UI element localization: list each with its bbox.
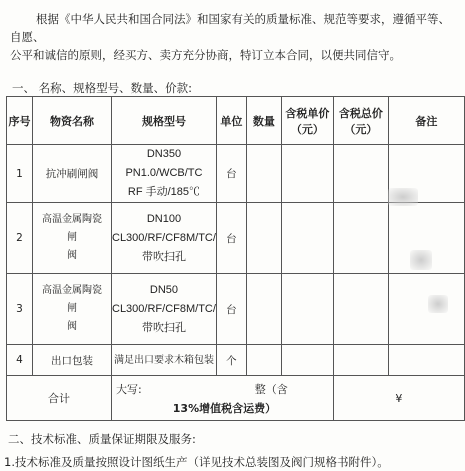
spec-line: DN100 (146, 212, 182, 225)
row-unit-price (281, 274, 333, 345)
row-unit: 台 (216, 145, 246, 203)
blur-mark (428, 295, 448, 313)
row-seq: 1 (7, 145, 33, 203)
row-qty (246, 203, 281, 274)
name-line: 阀 (67, 321, 77, 332)
table-row (7, 274, 465, 345)
header-seq: 序号 (7, 97, 33, 145)
total-label: 合计 (7, 376, 112, 421)
blur-mark (410, 250, 432, 270)
row-spec (112, 274, 217, 345)
header-spec: 规格型号 (112, 97, 217, 145)
spec-line: DN350 PN1.0/WCB/TC (125, 148, 203, 179)
daxie-suffix: 整（含 (254, 382, 288, 396)
section-1-title: 一、 名称、规格型号、数量、价款: (12, 81, 193, 95)
header-qty: 数量 (246, 97, 281, 145)
header-unit-price: 含税单价（元） (281, 97, 333, 145)
row-spec (112, 145, 217, 203)
name-line: 高温金属陶瓷闸 (42, 285, 102, 314)
row-total-price (333, 203, 388, 274)
total-row (7, 376, 465, 421)
name-line: 高温金属陶瓷闸 (42, 214, 102, 243)
yen-symbol: ¥ (395, 391, 403, 405)
row-spec (112, 203, 217, 274)
row-remarks (388, 274, 464, 345)
row-name (33, 203, 112, 274)
row-qty (246, 274, 281, 345)
row-total-price (333, 274, 388, 345)
vat-note: 13%增值税含运费） (172, 401, 277, 415)
header-unit: 单位 (216, 97, 246, 145)
row-name: 抗冲刷闸阀 (33, 145, 112, 203)
spec-line: 满足出口要求木箱包装 (113, 354, 214, 366)
row-spec (112, 345, 217, 376)
spec-line: RF 手动/185℃ (127, 186, 201, 198)
total-amount-figures (333, 376, 464, 421)
spec-line: 带吹扫孔 (141, 250, 186, 263)
intro-line-2: 公平和诚信的原则，经买方、卖方充分协商，特订立本合同，以便共同信守。 (10, 48, 401, 62)
spec-line: DN50 (149, 283, 179, 296)
daxie-label: 大写: (116, 382, 142, 396)
table-row (7, 203, 465, 274)
name-line: 阀 (67, 250, 77, 261)
blur-mark (388, 188, 418, 206)
row-unit-price (281, 145, 333, 203)
section-2-title: 二、技术标准、质量保证期限及服务: (8, 432, 196, 446)
price-table (6, 96, 465, 421)
header-total-price: 含税总价（元） (333, 97, 388, 145)
intro-line-1: 根据《中华人民共和国合同法》和国家有关的质量标准、规范等要求，遵循平等、自愿、 (10, 12, 450, 44)
row-seq: 4 (7, 345, 33, 376)
total-words-line (116, 381, 333, 397)
spec-line: CL300/RF/CF8M/TC/ (112, 302, 216, 315)
row-unit: 台 (216, 203, 246, 274)
row-unit-price (281, 345, 333, 376)
row-name: 出口包装 (33, 345, 112, 376)
row-name (33, 274, 112, 345)
row-seq: 2 (7, 203, 33, 274)
row-unit-price (281, 203, 333, 274)
row-total-price (333, 145, 388, 203)
header-remarks: 备注 (388, 97, 464, 145)
row-unit: 个 (216, 345, 246, 376)
row-seq: 3 (7, 274, 33, 345)
row-total-price (333, 345, 388, 376)
row-qty (246, 345, 281, 376)
intro-paragraph (10, 10, 458, 64)
row-remarks (388, 345, 464, 376)
total-amount-words (112, 376, 334, 421)
row-qty (246, 145, 281, 203)
spec-line: CL300/RF/CF8M/TC/ (112, 231, 216, 244)
row-unit: 台 (216, 274, 246, 345)
table-row (7, 345, 465, 376)
header-name: 物资名称 (33, 97, 112, 145)
spec-line: 带吹扫孔 (141, 321, 186, 334)
section-2-item-1: 1.技术标准及质量按照设计图纸生产（详见技术总装图及阀门规格书附件）。 (4, 455, 389, 469)
